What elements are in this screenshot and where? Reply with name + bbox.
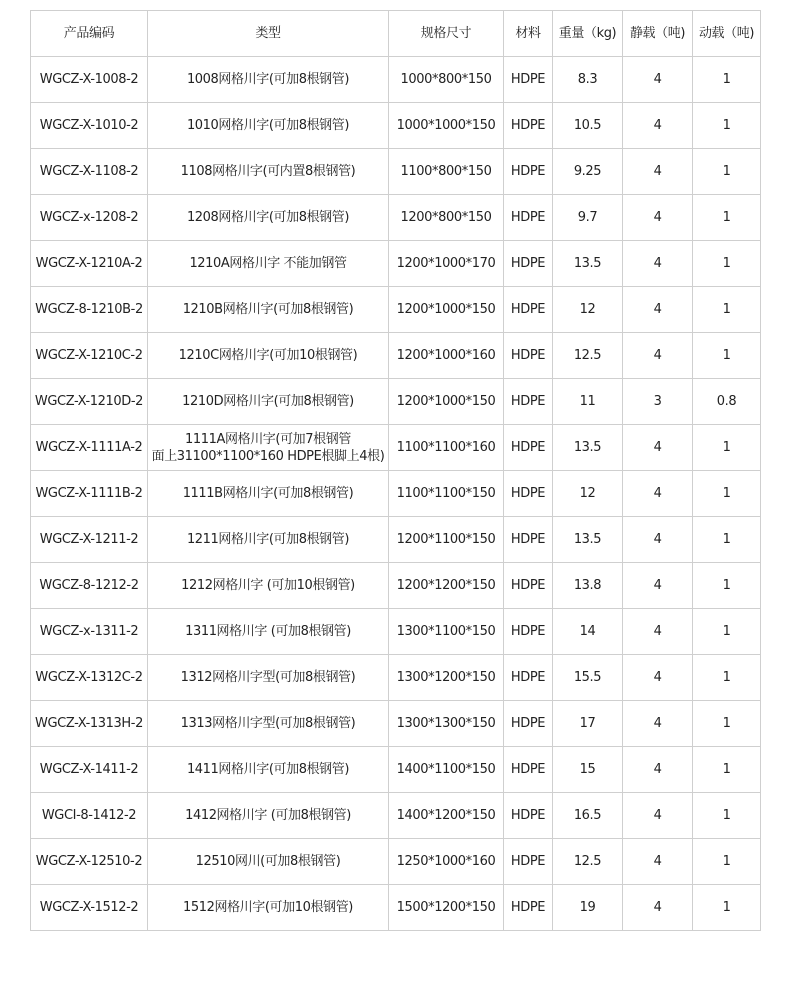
- table-row: [31, 241, 761, 287]
- weight-cell: 9.7: [553, 195, 623, 241]
- type-line: 1311网格川字 (可加8根钢管): [185, 624, 351, 639]
- size-cell: 1300*1200*150: [389, 655, 504, 701]
- weight-cell: 13.8: [553, 563, 623, 609]
- size-cell: 1200*1000*170: [389, 241, 504, 287]
- dynamic-load-cell: 1: [693, 425, 761, 471]
- material-cell: HDPE: [504, 655, 553, 701]
- table-body: [31, 57, 761, 931]
- product-code-cell: WGCZ-X-1312C-2: [31, 655, 148, 701]
- product-code-cell: WGCZ-X-1210D-2: [31, 379, 148, 425]
- material-cell: HDPE: [504, 517, 553, 563]
- type-line: 12510网川(可加8根钢管): [195, 854, 341, 869]
- type-line: 1210B网格川字(可加8根钢管): [182, 302, 354, 317]
- type-cell: [148, 471, 389, 517]
- size-cell: 1000*1000*150: [389, 103, 504, 149]
- product-spec-table: [30, 10, 761, 931]
- table-row: [31, 609, 761, 655]
- static-load-cell: 4: [623, 425, 693, 471]
- static-load-cell: 4: [623, 609, 693, 655]
- dynamic-load-cell: 1: [693, 287, 761, 333]
- material-cell: HDPE: [504, 609, 553, 655]
- product-code-cell: WGCZ-X-1010-2: [31, 103, 148, 149]
- dynamic-load-cell: 1: [693, 609, 761, 655]
- size-cell: 1200*1000*160: [389, 333, 504, 379]
- type-line: 1210A网格川字 不能加钢管: [189, 256, 347, 271]
- size-cell: 1500*1200*150: [389, 885, 504, 931]
- material-cell: HDPE: [504, 563, 553, 609]
- static-load-cell: 4: [623, 287, 693, 333]
- weight-cell: 11: [553, 379, 623, 425]
- weight-cell: 12.5: [553, 839, 623, 885]
- weight-cell: 9.25: [553, 149, 623, 195]
- product-code-cell: WGCZ-8-1210B-2: [31, 287, 148, 333]
- static-load-cell: 4: [623, 517, 693, 563]
- dynamic-load-cell: 1: [693, 563, 761, 609]
- table-row: [31, 471, 761, 517]
- table-row: [31, 563, 761, 609]
- product-code-cell: WGCZ-X-1108-2: [31, 149, 148, 195]
- material-cell: HDPE: [504, 793, 553, 839]
- type-cell: [148, 839, 389, 885]
- weight-cell: 10.5: [553, 103, 623, 149]
- type-line: 1212网格川字 (可加10根钢管): [181, 578, 355, 593]
- type-line: 1512网格川字(可加10根钢管): [183, 900, 353, 915]
- weight-cell: 12: [553, 471, 623, 517]
- weight-cell: 16.5: [553, 793, 623, 839]
- dynamic-load-cell: 1: [693, 103, 761, 149]
- table-row: [31, 655, 761, 701]
- size-cell: 1400*1100*150: [389, 747, 504, 793]
- table-header-row: [31, 11, 761, 57]
- table-row: [31, 103, 761, 149]
- type-cell: [148, 425, 389, 471]
- dynamic-load-cell: 1: [693, 57, 761, 103]
- product-code-cell: WGCZ-X-1210C-2: [31, 333, 148, 379]
- size-cell: 1200*1200*150: [389, 563, 504, 609]
- type-cell: [148, 379, 389, 425]
- size-cell: 1200*1000*150: [389, 287, 504, 333]
- type-line: 1211网格川字(可加8根钢管): [186, 532, 350, 547]
- weight-cell: 12.5: [553, 333, 623, 379]
- static-load-cell: 4: [623, 195, 693, 241]
- table-row: [31, 379, 761, 425]
- dynamic-load-cell: 1: [693, 793, 761, 839]
- material-cell: HDPE: [504, 701, 553, 747]
- static-load-cell: 4: [623, 655, 693, 701]
- material-cell: HDPE: [504, 471, 553, 517]
- static-load-cell: 4: [623, 563, 693, 609]
- table-row: [31, 57, 761, 103]
- type-cell: [148, 149, 389, 195]
- weight-cell: 17: [553, 701, 623, 747]
- product-code-cell: WGCZ-X-1111A-2: [31, 425, 148, 471]
- dynamic-load-cell: 1: [693, 471, 761, 517]
- header-size: 规格尺寸: [389, 11, 504, 57]
- type-cell: [148, 563, 389, 609]
- material-cell: HDPE: [504, 149, 553, 195]
- type-cell: [148, 517, 389, 563]
- static-load-cell: 3: [623, 379, 693, 425]
- weight-cell: 12: [553, 287, 623, 333]
- product-code-cell: WGCZ-X-1411-2: [31, 747, 148, 793]
- table-row: [31, 425, 761, 471]
- static-load-cell: 4: [623, 885, 693, 931]
- weight-cell: 8.3: [553, 57, 623, 103]
- product-code-cell: WGCZ-X-1111B-2: [31, 471, 148, 517]
- static-load-cell: 4: [623, 57, 693, 103]
- type-line: 1210D网格川字(可加8根钢管): [182, 394, 354, 409]
- static-load-cell: 4: [623, 701, 693, 747]
- type-line: 面上31100*1100*160 HDPE根脚上4根): [151, 448, 385, 464]
- type-line: 1010网格川字(可加8根钢管): [186, 118, 350, 133]
- dynamic-load-cell: 1: [693, 655, 761, 701]
- table-row: [31, 839, 761, 885]
- product-code-cell: WGCZ-8-1212-2: [31, 563, 148, 609]
- size-cell: 1250*1000*160: [389, 839, 504, 885]
- header-static-load: 静载（吨): [623, 11, 693, 57]
- size-cell: 1200*1100*150: [389, 517, 504, 563]
- dynamic-load-cell: 1: [693, 333, 761, 379]
- material-cell: HDPE: [504, 103, 553, 149]
- material-cell: HDPE: [504, 747, 553, 793]
- material-cell: HDPE: [504, 885, 553, 931]
- size-cell: 1300*1100*150: [389, 609, 504, 655]
- static-load-cell: 4: [623, 149, 693, 195]
- type-cell: [148, 333, 389, 379]
- type-cell: [148, 885, 389, 931]
- weight-cell: 13.5: [553, 425, 623, 471]
- table-row: [31, 195, 761, 241]
- type-cell: [148, 103, 389, 149]
- type-line: 1411网格川字(可加8根钢管): [186, 762, 350, 777]
- weight-cell: 15.5: [553, 655, 623, 701]
- header-type: 类型: [148, 11, 389, 57]
- type-line: 1111B网格川字(可加8根钢管): [182, 486, 354, 501]
- type-cell: [148, 287, 389, 333]
- size-cell: 1200*1000*150: [389, 379, 504, 425]
- table-row: [31, 885, 761, 931]
- dynamic-load-cell: 1: [693, 747, 761, 793]
- static-load-cell: 4: [623, 747, 693, 793]
- type-line: 1208网格川字(可加8根钢管): [186, 210, 350, 225]
- static-load-cell: 4: [623, 333, 693, 379]
- product-code-cell: WGCZ-X-1211-2: [31, 517, 148, 563]
- size-cell: 1000*800*150: [389, 57, 504, 103]
- size-cell: 1100*1100*160: [389, 425, 504, 471]
- product-code-cell: WGCZ-x-1311-2: [31, 609, 148, 655]
- table-row: [31, 517, 761, 563]
- material-cell: HDPE: [504, 839, 553, 885]
- type-line: 1312网格川字型(可加8根钢管): [180, 670, 356, 685]
- static-load-cell: 4: [623, 471, 693, 517]
- static-load-cell: 4: [623, 839, 693, 885]
- product-code-cell: WGCZ-X-1512-2: [31, 885, 148, 931]
- weight-cell: 15: [553, 747, 623, 793]
- size-cell: 1100*1100*150: [389, 471, 504, 517]
- dynamic-load-cell: 1: [693, 517, 761, 563]
- dynamic-load-cell: 1: [693, 149, 761, 195]
- weight-cell: 13.5: [553, 241, 623, 287]
- dynamic-load-cell: 1: [693, 839, 761, 885]
- material-cell: HDPE: [504, 333, 553, 379]
- type-line: 1412网格川字 (可加8根钢管): [185, 808, 351, 823]
- dynamic-load-cell: 1: [693, 701, 761, 747]
- product-code-cell: WGCZ-x-1208-2: [31, 195, 148, 241]
- weight-cell: 19: [553, 885, 623, 931]
- material-cell: HDPE: [504, 287, 553, 333]
- dynamic-load-cell: 1: [693, 195, 761, 241]
- table-row: [31, 287, 761, 333]
- product-code-cell: WGCZ-X-12510-2: [31, 839, 148, 885]
- product-code-cell: WGCZ-X-1210A-2: [31, 241, 148, 287]
- type-cell: [148, 241, 389, 287]
- header-weight: 重量（kg): [553, 11, 623, 57]
- material-cell: HDPE: [504, 195, 553, 241]
- table-row: [31, 149, 761, 195]
- type-line: 1111A网格川字(可加7根钢管: [185, 431, 351, 447]
- material-cell: HDPE: [504, 379, 553, 425]
- type-cell: [148, 609, 389, 655]
- header-material: 材料: [504, 11, 553, 57]
- static-load-cell: 4: [623, 241, 693, 287]
- type-cell: [148, 655, 389, 701]
- product-code-cell: WGCZ-X-1008-2: [31, 57, 148, 103]
- type-line: 1313网格川字型(可加8根钢管): [180, 716, 356, 731]
- material-cell: HDPE: [504, 425, 553, 471]
- material-cell: HDPE: [504, 57, 553, 103]
- type-cell: [148, 195, 389, 241]
- size-cell: 1100*800*150: [389, 149, 504, 195]
- type-line: 1108网格川字(可内置8根钢管): [180, 164, 356, 179]
- table-row: [31, 701, 761, 747]
- dynamic-load-cell: 1: [693, 885, 761, 931]
- dynamic-load-cell: 1: [693, 241, 761, 287]
- weight-cell: 14: [553, 609, 623, 655]
- material-cell: HDPE: [504, 241, 553, 287]
- type-cell: [148, 793, 389, 839]
- size-cell: 1400*1200*150: [389, 793, 504, 839]
- type-cell: [148, 701, 389, 747]
- weight-cell: 13.5: [553, 517, 623, 563]
- size-cell: 1300*1300*150: [389, 701, 504, 747]
- type-line: 1210C网格川字(可加10根钢管): [178, 348, 358, 363]
- type-cell: [148, 747, 389, 793]
- static-load-cell: 4: [623, 793, 693, 839]
- header-product-code: 产品编码: [31, 11, 148, 57]
- product-code-cell: WGCZ-X-1313H-2: [31, 701, 148, 747]
- header-dynamic-load: 动载（吨): [693, 11, 761, 57]
- static-load-cell: 4: [623, 103, 693, 149]
- type-line: 1008网格川字(可加8根钢管): [186, 72, 350, 87]
- table-row: [31, 793, 761, 839]
- dynamic-load-cell: 0.8: [693, 379, 761, 425]
- product-code-cell: WGCI-8-1412-2: [31, 793, 148, 839]
- type-cell: [148, 57, 389, 103]
- table-row: [31, 333, 761, 379]
- size-cell: 1200*800*150: [389, 195, 504, 241]
- table-row: [31, 747, 761, 793]
